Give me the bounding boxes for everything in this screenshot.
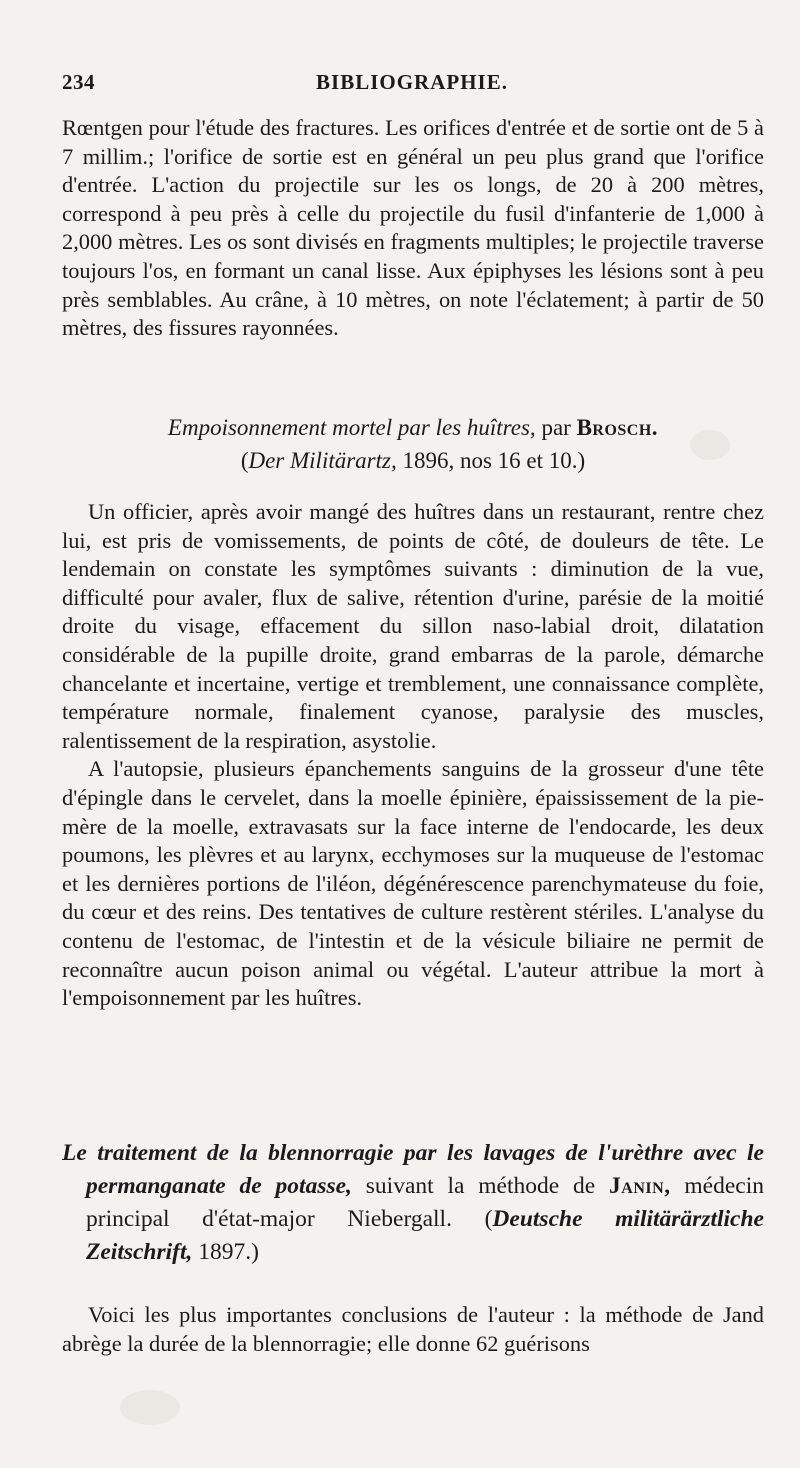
paragraph-autopsy: A l'autopsie, plusieurs épanchements sanguins de la grosseur d'une tête d'épingle dans le cervelet, dans la moelle épinière, épaississement de la pie-mère de la moelle, extravasats sur la face interne de l'endocarde, les deux poumons, les plèvres et au larynx, ecchymoses sur la muqueuse de l'estomac et les dernières portions de l'iléon, dégénérescence parenchymateuse du foie, du cœur et des reins. Des tentatives de culture restèrent stériles. L'analyse du contenu de l'estomac, de l'intestin et de la vésicule biliaire ne permit de reconnaître aucun poison animal ou végétal. L'auteur attribue la mort à l'empoisonnement par les huîtres. bbox=[62, 756, 764, 1011]
running-head bbox=[62, 70, 762, 100]
paragraph-conclusions bbox=[62, 1301, 764, 1358]
source-issue: 1896, nos 16 et 10.) bbox=[396, 448, 586, 473]
article-title-by: par bbox=[535, 415, 577, 440]
article-author: Brosch. bbox=[576, 415, 659, 440]
article2-title-italic: Le traitement de la blennorragie par les lavages de l'urèthre avec le permanganate de potasse, bbox=[62, 1140, 764, 1199]
source-journal: Der Militärartz, bbox=[248, 448, 397, 473]
paragraph-fractures: Rœntgen pour l'étude des fractures. Les orifices d'entrée et de sortie ont de 5 à 7 millim.; l'orifice de sortie est en général un peu plus grand que l'orifice d'entrée. L'action du projectile sur les os longs, de 20 à 200 mètres, correspond à peu près à celle du projectile du fusil d'infanterie de 1,000 à 2,000 mètres. Les os sont divisés en fragments multiples; le projectile traverse toujours l'os, en formant un canal lisse. Aux épiphyses les lésions sont à peu près semblables. Au crâne, à 10 mètres, on note l'éclatement; à partir de 50 mètres, des fissures rayonnées. bbox=[62, 115, 764, 341]
article2-reviewer: médecin principal d'état-major Niebergall. ( bbox=[86, 1173, 764, 1232]
paragraphs-oysters bbox=[62, 498, 764, 1013]
source-open: ( bbox=[240, 448, 249, 473]
article2-method: suivant la méthode de bbox=[351, 1173, 610, 1199]
article-title-italic: Empoisonnement mortel par les huîtres, bbox=[167, 415, 536, 440]
article2-journal: Deutsche militärärztliche Zeitschrift, bbox=[86, 1206, 764, 1265]
paper-stain bbox=[120, 1390, 180, 1425]
article-title-oysters bbox=[62, 411, 764, 477]
header-title: BIBLIOGRAPHIE. bbox=[316, 70, 508, 94]
page-number: 234 bbox=[62, 70, 95, 94]
paragraph-conclusions-text: Voici les plus importantes conclusions de l'auteur : la méthode de Jand abrège la durée de la blennorragie; elle donne 62 guérisons bbox=[62, 1302, 764, 1356]
paper-stain bbox=[690, 430, 730, 460]
article2-author: Janin, bbox=[609, 1173, 671, 1199]
article-title-blennorrhagia bbox=[62, 1137, 764, 1269]
article2-year: 1897.) bbox=[192, 1239, 259, 1265]
paragraph-symptoms: Un officier, après avoir mangé des huîtres dans un restaurant, rentre chez lui, est pris de vomissements, de points de côté, de douleurs de tête. Le lendemain on constate les symptômes suivants : diminution de la vue, difficulté pour avaler, flux de salive, rétention d'urine, parésie de la moitié droite du visage, effacement du sillon naso-labial droit, dilatation considérable de la pupille droite, grand embarras de la parole, démarche chancelante et incertaine, vertige et tremblement, une connaissance complète, température normale, finalement cyanose, paralysie des muscles, ralentissement de la respiration, asystolie. bbox=[62, 499, 764, 753]
